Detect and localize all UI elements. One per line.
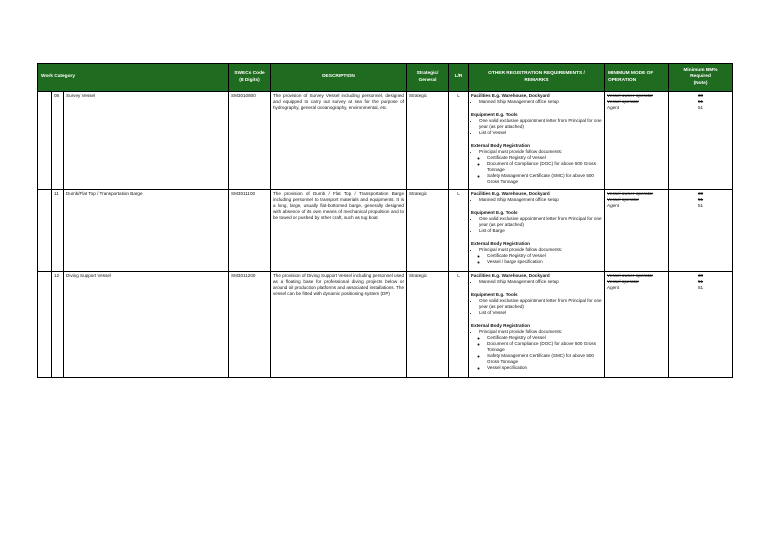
operation-mode: Vessel owner-operator <box>607 93 653 98</box>
equipment-item: • One valid exclusive appointment letter from Principal for one year (as per attached) <box>479 118 602 130</box>
row-requirements <box>469 272 605 378</box>
operation-mode: Agent <box>607 202 620 208</box>
bm-value: 51 <box>697 196 704 202</box>
row-min-bm <box>669 92 733 190</box>
row-category-name: Survey Vessel <box>64 92 229 190</box>
row-category-name: Dumb/Flat Top / Transportation Barge <box>64 190 229 272</box>
row-swecs-code: SM3011100 <box>229 190 271 272</box>
row-requirements <box>469 92 605 190</box>
external-body-intro <box>479 247 602 265</box>
equipment-item: • One valid exclusive appointment letter from Principal for one year (as per attached) <box>479 298 602 310</box>
external-body-intro <box>479 149 602 185</box>
bm-value: 30 <box>697 191 704 196</box>
equipment-item: • One valid exclusive appointment letter from Principal for one year (as per attached) <box>479 216 602 228</box>
bm-value: 51 <box>697 278 704 284</box>
external-body-intro-text: Principal must provide follow documents: <box>479 246 563 252</box>
operation-mode: Vessel operator <box>607 278 639 284</box>
header-min-bm: Minimum BM% Required (Note) <box>669 64 733 92</box>
equipment-item: • List of Barge <box>479 228 602 234</box>
facility-item: • Manned Ship Management office setup <box>479 279 602 285</box>
facilities-title: Facilities E.g. Warehouse, Dockyard <box>471 273 550 278</box>
row-category-name: Diving Support Vessel <box>64 272 229 378</box>
operation-mode: Agent <box>607 284 620 290</box>
external-body-title: External Body Registration <box>471 322 530 328</box>
row-lr: L <box>449 190 469 272</box>
row-number: 08 <box>52 92 64 190</box>
row-requirements <box>469 190 605 272</box>
external-body-intro-text: Principal must provide follow documents: <box>479 148 563 154</box>
operation-mode: Vessel owner-operator <box>607 191 653 196</box>
bm-value: 30 <box>697 93 704 98</box>
row-number: 11 <box>52 190 64 272</box>
operation-mode: Agent <box>607 104 620 110</box>
table-row <box>38 190 733 272</box>
registration-table <box>37 63 733 378</box>
header-min-mode: MINIMUM MODE OF OPERATION <box>605 64 669 92</box>
external-doc-item: ◦ Certificate Registry of Vessel <box>487 335 602 341</box>
row-number: 12 <box>52 272 64 378</box>
header-strategic: Strategic/ General <box>407 64 449 92</box>
equipment-title: Equipment E.g. Tools <box>471 209 518 215</box>
external-body-list <box>471 149 602 185</box>
header-work-category: Work Category <box>38 64 229 92</box>
registration-table-sheet <box>37 63 732 378</box>
external-doc-item: ◦ Document of Compliance (DOC) for above 500 Gross Tonnage <box>487 161 602 173</box>
bm-value: 51 <box>697 284 704 290</box>
row-min-bm <box>669 272 733 378</box>
table-row <box>38 92 733 190</box>
external-doc-list <box>479 155 602 185</box>
external-doc-item: ◦ Certificate Registry of Vessel <box>487 253 602 259</box>
blank-cell <box>38 272 52 378</box>
external-body-intro-text: Principal must provide follow documents: <box>479 328 563 334</box>
table-header-row <box>38 64 733 92</box>
row-strategic: Strategic <box>407 92 449 190</box>
operation-mode: Vessel operator <box>607 98 639 104</box>
equipment-item: • List of Vessel <box>479 130 602 136</box>
row-lr: L <box>449 92 469 190</box>
equipment-title: Equipment E.g. Tools <box>471 291 518 297</box>
row-min-mode <box>605 190 669 272</box>
operation-mode: Vessel owner-operator <box>607 273 653 278</box>
external-doc-list <box>479 335 602 371</box>
table-row <box>38 272 733 378</box>
equipment-list <box>471 298 602 316</box>
external-doc-item: ◦ Vessel / barge specification <box>487 259 602 265</box>
facility-item: • Manned Ship Management office setup <box>479 197 602 203</box>
row-description: The provision of Survey Vessel including personnel, designed and equipped to carry out survey at sea for the purpose of hydrography, general oceanography, environmental, etc. <box>271 92 407 190</box>
external-doc-item: ◦ Certificate Registry of Vessel <box>487 155 602 161</box>
external-body-title: External Body Registration <box>471 240 530 246</box>
equipment-title: Equipment E.g. Tools <box>471 111 518 117</box>
blank-cell <box>38 92 52 190</box>
external-doc-item: ◦ Safety Management Certificate (SMC) for above 500 Gross Tonnage <box>487 353 602 365</box>
row-strategic: Strategic <box>407 190 449 272</box>
bm-value: 51 <box>697 202 704 208</box>
external-body-list <box>471 329 602 371</box>
row-description: The provision of Dumb / Flat Top / Transportation Barge including personnel to transport materials and equipments. It is a long, large, usually flat-bottomed barge, generally designed with absence of its own means of mechanical propulsion and to be towed or pushed by other craft, such as tug boat <box>271 190 407 272</box>
row-lr: L <box>449 272 469 378</box>
row-swecs-code: SM3010800 <box>229 92 271 190</box>
equipment-list <box>471 118 602 136</box>
external-body-intro <box>479 329 602 371</box>
facility-item: • Manned Ship Management office setup <box>479 99 602 105</box>
blank-cell <box>38 190 52 272</box>
external-body-title: External Body Registration <box>471 142 530 148</box>
header-other-requirements: OTHER REGISTRATION REQUIREMENTS / REMARKS <box>469 64 605 92</box>
external-doc-list <box>479 253 602 265</box>
header-swecs-code: SWECs Code (8 Digits) <box>229 64 271 92</box>
row-swecs-code: SM3011200 <box>229 272 271 378</box>
external-body-list <box>471 247 602 265</box>
row-min-mode <box>605 272 669 378</box>
row-min-bm <box>669 190 733 272</box>
equipment-list <box>471 216 602 234</box>
bm-value: 51 <box>697 104 704 110</box>
external-doc-item: ◦ Vessel specification <box>487 365 602 371</box>
external-doc-item: ◦ Safety Management Certificate (SMC) for above 500 Gross Tonnage <box>487 173 602 185</box>
row-min-mode <box>605 92 669 190</box>
operation-mode: Vessel operator <box>607 196 639 202</box>
bm-value: 51 <box>697 98 704 104</box>
row-strategic: Strategic <box>407 272 449 378</box>
header-lr: L/R <box>449 64 469 92</box>
facilities-title: Facilities E.g. Warehouse, Dockyard <box>471 191 550 196</box>
external-doc-item: ◦ Document of Compliance (DOC) for above 500 Gross Tonnage <box>487 341 602 353</box>
facilities-title: Facilities E.g. Warehouse, Dockyard <box>471 93 550 98</box>
equipment-item: • List of Vessel <box>479 310 602 316</box>
bm-value: 30 <box>697 273 704 278</box>
row-description: The provision of Diving Support Vessel including personnel used as a floating base for professional diving projects below or around oil production platforms and associated installations. The vessel can be fitted with dynamic positioning system (DP) <box>271 272 407 378</box>
header-description: DESCRIPTION <box>271 64 407 92</box>
